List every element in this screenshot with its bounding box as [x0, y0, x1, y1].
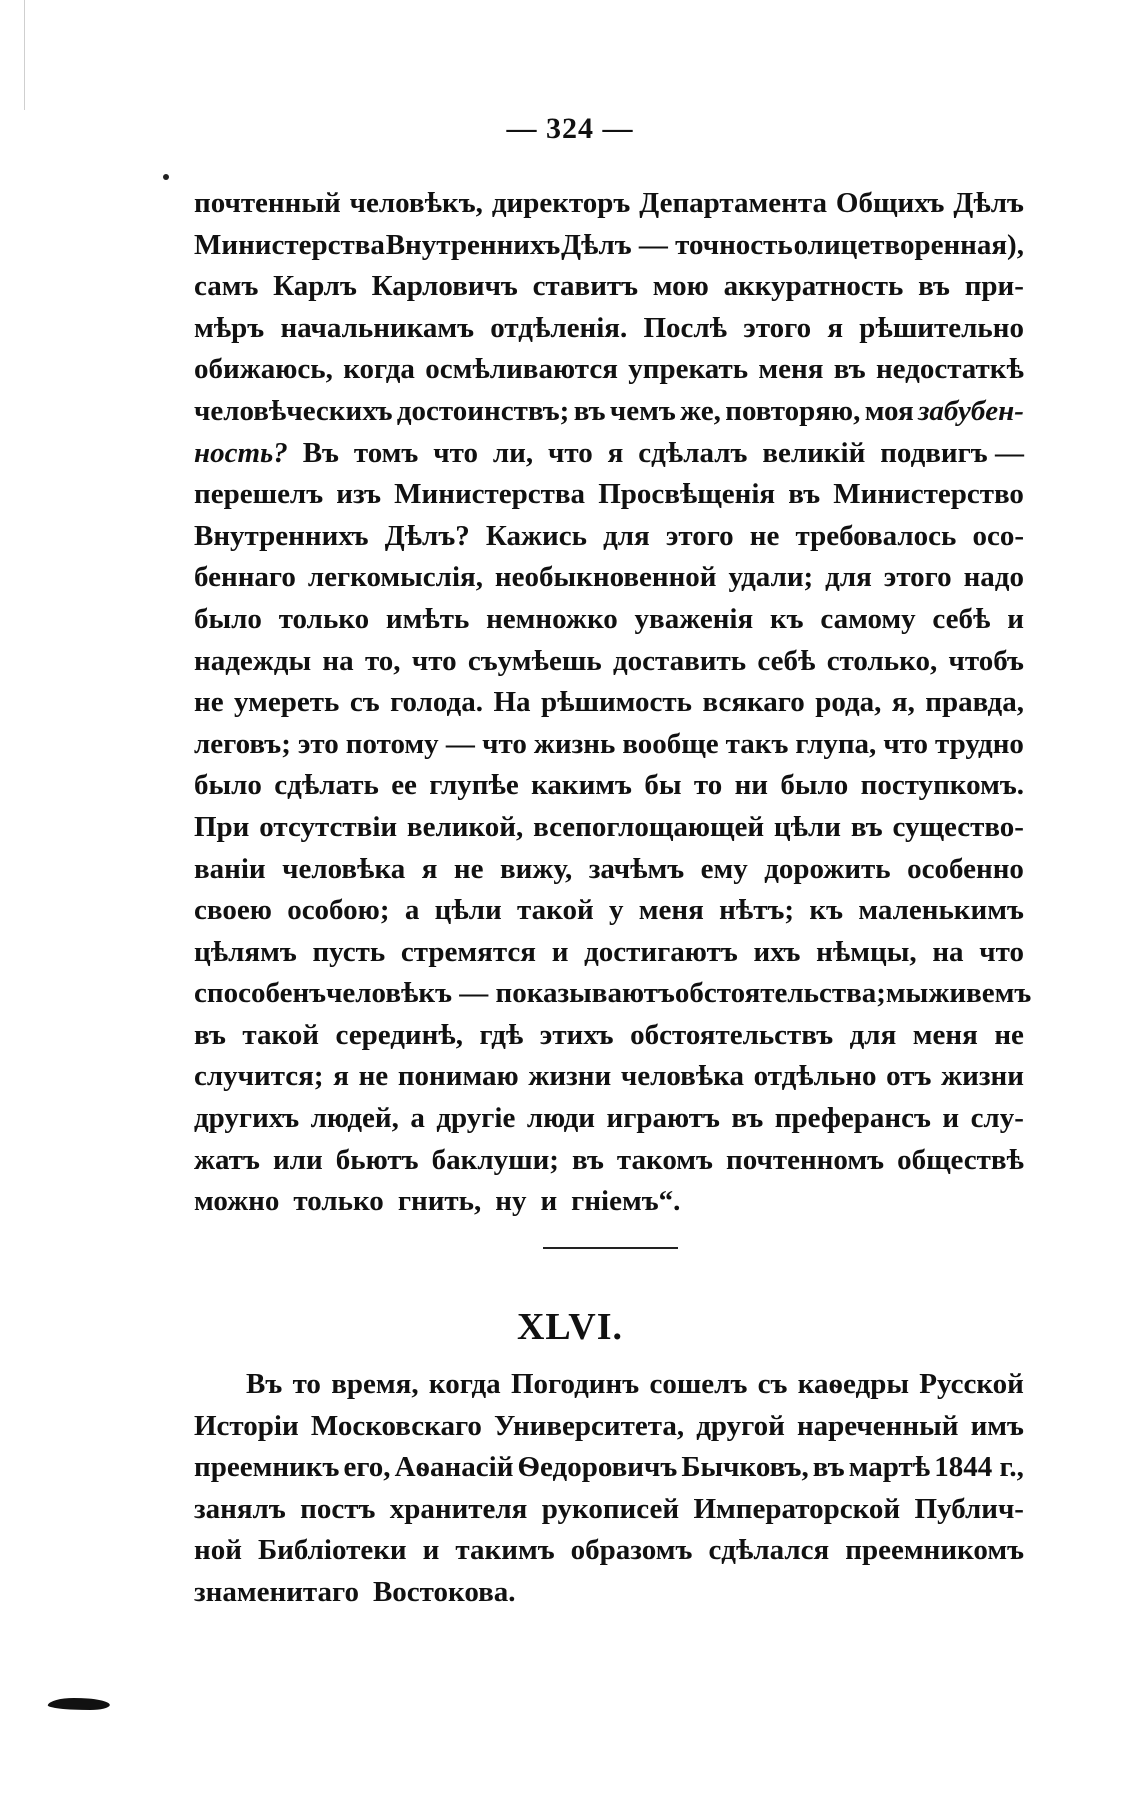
word: человѣка	[620, 1060, 744, 1093]
word: въ	[812, 1451, 845, 1484]
word: Востокова.	[372, 1575, 516, 1608]
word: понимаю	[397, 1060, 519, 1093]
word: Московскаго	[310, 1409, 482, 1442]
word: Дѣлъ	[953, 187, 1024, 219]
word: и	[540, 1185, 558, 1218]
text-line	[194, 724, 1024, 766]
word: случится;	[194, 1060, 324, 1093]
word: Общихъ	[835, 187, 945, 219]
word: въ	[573, 394, 606, 427]
word: не	[453, 852, 484, 885]
word: надежды	[194, 644, 312, 677]
word: играютъ	[606, 1102, 720, 1135]
word: серединѣ,	[335, 1018, 463, 1051]
text-line	[194, 849, 1024, 891]
word: обижаюсь,	[194, 353, 333, 386]
word: ихъ	[753, 935, 801, 968]
word: Аѳанасій	[394, 1451, 514, 1484]
word: для	[825, 561, 872, 594]
word: нареченный	[796, 1409, 959, 1442]
word: вообще	[622, 727, 719, 760]
word: цѣлямъ	[194, 935, 297, 968]
word: для	[603, 519, 650, 552]
word: себѣ	[757, 644, 816, 677]
text-line	[194, 474, 1024, 516]
word: къ	[769, 602, 804, 635]
word: доставить	[612, 644, 747, 677]
word: преемникомъ	[845, 1534, 1024, 1567]
word: моя	[864, 394, 914, 427]
word: меня	[758, 353, 824, 386]
text-line	[194, 1181, 1024, 1223]
word: сдѣлался	[708, 1534, 830, 1567]
word: маленькимъ	[858, 894, 1024, 927]
word: трудно	[935, 727, 1024, 760]
word: я	[827, 311, 844, 344]
word: этихъ	[539, 1018, 614, 1051]
word: другихъ	[194, 1102, 300, 1135]
word: ну	[495, 1185, 527, 1218]
word: рукописей	[541, 1492, 680, 1525]
word: Послѣ	[643, 311, 728, 344]
text-line	[194, 1056, 1024, 1098]
word: Погодинъ	[510, 1368, 640, 1400]
word: я	[333, 1060, 349, 1093]
word: томъ	[353, 436, 419, 469]
word: Исторіи	[194, 1409, 299, 1442]
chapter-heading: XLVI.	[516, 1306, 624, 1348]
word: изъ	[336, 478, 382, 511]
word: цѣли	[434, 894, 502, 927]
word: что	[979, 935, 1024, 968]
word: время,	[331, 1368, 419, 1400]
word: дорожить	[764, 852, 891, 885]
word: въ	[918, 270, 950, 303]
word: необыкновенной	[494, 561, 717, 594]
text-line	[194, 225, 1024, 267]
word: баклуши;	[431, 1143, 559, 1176]
text-line	[194, 682, 1024, 724]
word: вижу,	[499, 852, 573, 885]
word: Министерство	[833, 478, 1024, 511]
word: не	[749, 519, 780, 552]
text-line	[194, 183, 1024, 225]
word: меня	[912, 1018, 978, 1051]
word: ность?	[194, 436, 288, 469]
word: Дѣлъ — точность	[561, 228, 793, 261]
word: гнить,	[397, 1185, 482, 1218]
text-line	[194, 973, 1032, 1015]
word: когда	[428, 1368, 501, 1400]
word: почтенный	[194, 187, 341, 219]
word: съ	[757, 1368, 788, 1400]
word: знаменитаго	[194, 1575, 359, 1608]
word: отдѣленія.	[490, 311, 628, 344]
word: Въ	[246, 1368, 283, 1400]
word: Ѳедоровичъ	[517, 1451, 678, 1484]
word: надо	[963, 561, 1024, 594]
word: при-	[964, 270, 1024, 303]
text-line	[194, 599, 1024, 641]
word: сдѣлать	[274, 769, 379, 802]
word: не	[994, 1018, 1024, 1051]
word: Карлъ	[273, 270, 357, 303]
word: аккуратность	[723, 270, 904, 303]
word: такой	[517, 894, 594, 927]
word: такомъ	[616, 1143, 713, 1176]
word: образомъ	[570, 1534, 693, 1567]
word: упрекать	[628, 353, 749, 386]
word: мою	[652, 270, 709, 303]
word: 1844 г.,	[934, 1451, 1024, 1484]
word: это	[297, 727, 339, 760]
word: и	[942, 1102, 960, 1135]
word: можно	[194, 1185, 280, 1218]
word: жизнь	[533, 727, 616, 760]
word: Императорской	[693, 1492, 901, 1525]
word: осо-	[972, 519, 1024, 552]
word: забубен-	[918, 394, 1024, 427]
word: на	[322, 644, 354, 677]
word: такъ	[725, 727, 789, 760]
word: въ	[850, 810, 883, 843]
word: начальникамъ	[280, 311, 475, 344]
word: самъ	[194, 270, 259, 303]
word: правда,	[925, 686, 1024, 719]
word: живемъ	[928, 977, 1032, 1010]
word: Бычковъ,	[681, 1451, 809, 1484]
word: обстоятельствъ	[630, 1018, 834, 1051]
section-paragraph	[194, 1364, 1024, 1614]
word: сошелъ	[649, 1368, 748, 1400]
word: и	[1007, 602, 1024, 635]
section-separator	[543, 1247, 678, 1249]
word: человѣкъ,	[349, 187, 483, 219]
main-paragraph	[194, 183, 1032, 1223]
text-line	[194, 1015, 1024, 1057]
word: преемникъ	[194, 1451, 340, 1484]
word: то	[693, 769, 723, 802]
word: когда	[343, 353, 415, 386]
text-line	[194, 1140, 1024, 1182]
word: на	[932, 935, 964, 968]
word: своею	[194, 894, 272, 927]
word: удали;	[728, 561, 814, 594]
word: отсутствіи	[259, 810, 398, 843]
word: ставитъ	[532, 270, 639, 303]
word: я,	[891, 686, 915, 719]
text-line	[194, 266, 1024, 308]
word: каѳедры	[797, 1368, 909, 1400]
word: требовалось	[795, 519, 957, 552]
word: великій	[762, 436, 866, 469]
word: легкомыслія,	[307, 561, 483, 594]
word: достигаютъ	[584, 935, 738, 968]
word: подвигъ —	[880, 436, 1024, 469]
word: олицетворенная),	[793, 228, 1024, 261]
word: что	[433, 436, 478, 469]
word: голода.	[390, 686, 483, 719]
text-line	[194, 890, 1024, 932]
word: гдѣ	[479, 1018, 524, 1051]
word: для	[849, 1018, 897, 1051]
word: меня	[638, 894, 704, 927]
word: то	[292, 1368, 321, 1400]
word: ее	[391, 769, 417, 802]
word: что	[883, 727, 929, 760]
word: что	[411, 644, 457, 677]
word: а	[410, 1102, 425, 1135]
word: и	[422, 1534, 440, 1567]
word: преферансъ	[774, 1102, 931, 1135]
print-speck	[163, 174, 169, 180]
word: человѣческихъ	[194, 394, 393, 427]
word: потому — что	[345, 727, 527, 760]
scan-margin-line	[24, 0, 25, 110]
text-line	[194, 641, 1024, 683]
word: отдѣльно	[753, 1060, 877, 1093]
word: Въ	[302, 436, 339, 469]
word: великой,	[406, 810, 524, 843]
word: почтенномъ	[726, 1143, 884, 1176]
word: имъ	[970, 1409, 1024, 1442]
word: только	[278, 602, 370, 635]
word: какимъ	[531, 769, 632, 802]
text-line	[194, 349, 1024, 391]
word: нѣмцы,	[816, 935, 917, 968]
word: чтобъ	[948, 644, 1024, 677]
word: Карловичъ	[371, 270, 518, 303]
word: людей,	[310, 1102, 399, 1135]
word: стремятся	[400, 935, 536, 968]
word: его,	[343, 1451, 391, 1484]
word: съумѣешь	[467, 644, 602, 677]
word: а	[404, 894, 420, 927]
word: недостаткѣ	[875, 353, 1024, 386]
word: мѣръ	[194, 311, 265, 344]
word: всепоглощающей	[533, 810, 765, 843]
text-line	[194, 1406, 1024, 1448]
word: достоинствъ;	[396, 394, 570, 427]
word: Публич-	[914, 1492, 1024, 1525]
text-line	[194, 1489, 1024, 1531]
word: чемъ	[609, 394, 676, 427]
word: Просвѣщенія	[598, 478, 776, 511]
word: было	[780, 769, 849, 802]
text-line	[194, 516, 1024, 558]
word: обществѣ	[897, 1143, 1024, 1176]
word: особою;	[287, 894, 390, 927]
word: другой	[696, 1409, 785, 1442]
text-line	[194, 932, 1024, 974]
word: глупѣе	[429, 769, 519, 802]
word: Министерства	[194, 228, 385, 261]
text-line	[194, 557, 1024, 599]
word: ной	[194, 1534, 242, 1567]
word: постъ	[300, 1492, 376, 1525]
word: себѣ	[932, 602, 991, 635]
word: въ	[833, 353, 866, 386]
word: слу-	[970, 1102, 1024, 1135]
word: къ	[809, 894, 843, 927]
word: рода,	[815, 686, 882, 719]
word: цѣли	[773, 810, 841, 843]
word: обстоятельства;	[674, 977, 886, 1010]
word: рѣшимость	[540, 686, 692, 719]
word: ни	[734, 769, 768, 802]
word: мы	[885, 977, 929, 1010]
word: существо-	[892, 810, 1024, 843]
word: бы	[644, 769, 682, 802]
word: сдѣлалъ	[638, 436, 748, 469]
word: я	[607, 436, 624, 469]
word: этого	[743, 311, 812, 344]
word: то,	[364, 644, 401, 677]
word: гніемъ“.	[571, 1185, 681, 1218]
word: не	[194, 686, 224, 719]
word: въ	[572, 1143, 604, 1176]
word: въ	[731, 1102, 764, 1135]
word: въ	[788, 478, 821, 511]
word: всякаго	[702, 686, 805, 719]
word: имѣть	[385, 602, 470, 635]
word: или	[273, 1143, 323, 1176]
word: леговъ;	[194, 727, 291, 760]
text-line	[194, 1364, 1024, 1406]
word: перешелъ	[194, 478, 324, 511]
word: человѣкъ — показываютъ	[326, 977, 675, 1010]
text-line	[194, 1572, 1024, 1614]
word: было	[194, 602, 262, 635]
text-line	[194, 391, 1024, 433]
word: При	[194, 810, 250, 843]
word: я	[421, 852, 438, 885]
word: директоръ	[491, 187, 631, 219]
word: столько,	[826, 644, 938, 677]
word: Русской	[919, 1368, 1024, 1400]
word: же,	[680, 394, 721, 427]
word: мартѣ	[848, 1451, 931, 1484]
text-line	[194, 1447, 1024, 1489]
word: особенно	[907, 852, 1024, 885]
word: Библіотеки	[257, 1534, 407, 1567]
word: На	[493, 686, 531, 719]
word: такимъ	[455, 1534, 555, 1567]
text-line	[194, 807, 1024, 849]
word: Внутреннихъ	[194, 519, 369, 552]
word: зачѣмъ	[588, 852, 685, 885]
word: жизни	[528, 1060, 612, 1093]
ink-mark	[47, 1698, 111, 1710]
word: этого	[883, 561, 952, 594]
word: съ	[349, 686, 380, 719]
text-line	[194, 1098, 1024, 1140]
word: самому	[820, 602, 916, 635]
word: пусть	[312, 935, 386, 968]
word: Университета,	[494, 1409, 685, 1442]
word: поступкомъ.	[860, 769, 1024, 802]
word: ли,	[492, 436, 534, 469]
word: только	[293, 1185, 384, 1218]
word: у	[608, 894, 624, 927]
word: занялъ	[194, 1492, 286, 1525]
word: не	[358, 1060, 389, 1093]
text-line	[194, 308, 1024, 350]
word: было	[194, 769, 262, 802]
word: умереть	[234, 686, 340, 719]
word: другіе	[436, 1102, 516, 1135]
word: такой	[242, 1018, 319, 1051]
word: повторяю,	[725, 394, 861, 427]
text-line	[194, 1530, 1024, 1572]
word: немножко	[486, 602, 618, 635]
word: въ	[194, 1018, 226, 1051]
word: жатъ	[194, 1143, 260, 1176]
word: глупа,	[795, 727, 877, 760]
word: уваженія	[634, 602, 754, 635]
text-line	[194, 765, 1024, 807]
page-number: — 324 —	[506, 112, 634, 145]
word: и	[551, 935, 569, 968]
word: что	[548, 436, 593, 469]
word: Дѣлъ?	[384, 519, 470, 552]
word: Кажись	[485, 519, 587, 552]
word: Министерства	[394, 478, 586, 511]
word: способенъ	[194, 977, 327, 1010]
word: рѣшительно	[859, 311, 1024, 344]
word: нѣтъ;	[719, 894, 795, 927]
word: осмѣливаются	[425, 353, 618, 386]
word: ваніи	[194, 852, 266, 885]
word: Департамента	[639, 187, 827, 219]
word: Внутреннихъ	[385, 228, 561, 261]
word: беннаго	[194, 561, 296, 594]
text-line	[194, 433, 1024, 475]
word: жизни	[941, 1060, 1024, 1093]
word: хранителя	[389, 1492, 528, 1525]
word: ему	[700, 852, 748, 885]
word: люди	[526, 1102, 595, 1135]
word: отъ	[886, 1060, 932, 1093]
word: бьютъ	[335, 1143, 419, 1176]
word: этого	[665, 519, 734, 552]
word: человѣка	[282, 852, 406, 885]
